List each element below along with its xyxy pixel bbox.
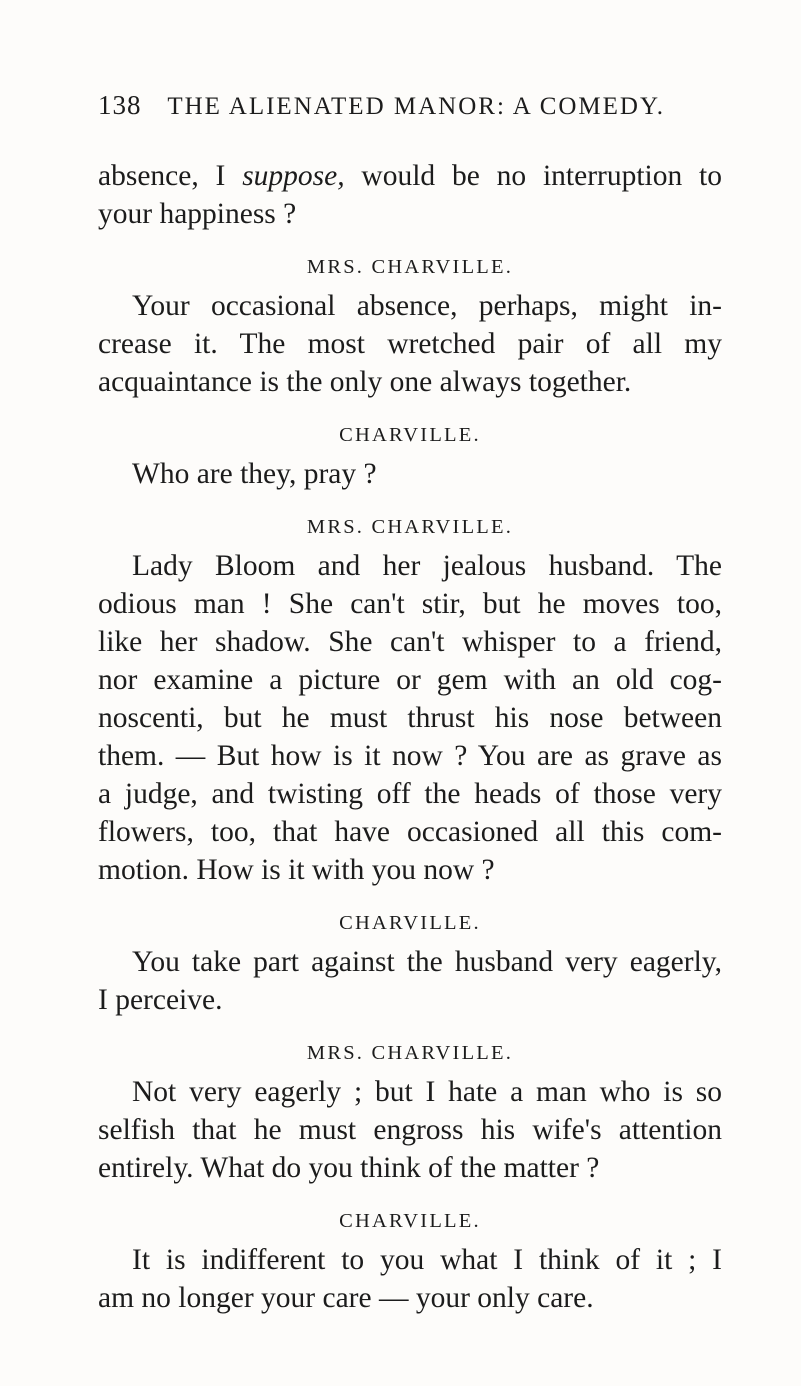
- text-line: nor examine a picture or gem with an old cog-: [98, 664, 722, 696]
- text-line: Lady Bloom and her jealous husband. The: [132, 550, 722, 582]
- dialogue-text: [98, 157, 722, 1317]
- line-text-after: would be no interruption to: [344, 160, 722, 192]
- text-line: them. — But how is it now ? You are as grave as: [98, 740, 722, 772]
- text-line: am no longer your care — your only care.: [98, 1282, 594, 1314]
- speech-paragraph: [98, 1073, 722, 1187]
- running-head-title: THE ALIENATED MANOR: A COMEDY.: [167, 93, 666, 120]
- text-line: noscenti, but he must thrust his nose between: [98, 702, 722, 734]
- line-text-before: absence, I: [98, 160, 243, 192]
- page-number: 138: [98, 90, 142, 120]
- speaker-name: CHARVILLE.: [339, 424, 481, 446]
- text-line: Who are they, pray ?: [132, 458, 377, 490]
- text-line: flowers, too, that have occasioned all this com-: [98, 816, 722, 848]
- text-line: your happiness ?: [98, 198, 297, 230]
- text-line: like her shadow. She can't whisper to a friend,: [98, 626, 722, 658]
- text-line: entirely. What do you think of the matter ?: [98, 1152, 600, 1184]
- text-line: Your occasional absence, perhaps, might in-: [132, 290, 722, 322]
- speaker-name: MRS. CHARVILLE.: [306, 256, 514, 278]
- speaker-name: MRS. CHARVILLE.: [306, 516, 514, 538]
- speech-paragraph: [98, 455, 722, 493]
- speaker-name: MRS. CHARVILLE.: [306, 1042, 514, 1064]
- text-line: Not very eagerly ; but I hate a man who is so: [132, 1076, 722, 1108]
- speech-paragraph: [98, 157, 722, 233]
- running-head: [98, 90, 738, 121]
- italic-word: suppose,: [242, 160, 345, 192]
- speaker-name: CHARVILLE.: [339, 1210, 481, 1232]
- speech-paragraph: [98, 943, 722, 1019]
- text-line: You take part against the husband very eagerly,: [132, 946, 722, 978]
- text-line: I perceive.: [98, 984, 223, 1016]
- text-line: crease it. The most wretched pair of all my: [98, 328, 722, 360]
- speaker-name: CHARVILLE.: [339, 912, 481, 934]
- speech-paragraph: [98, 1241, 722, 1317]
- text-line: odious man ! She can't stir, but he moves too,: [98, 588, 722, 620]
- text-line: motion. How is it with you now ?: [98, 854, 495, 886]
- text-line: acquaintance is the only one always together.: [98, 366, 632, 398]
- text-line: a judge, and twisting off the heads of those very: [98, 778, 722, 810]
- text-line: [98, 157, 722, 195]
- speech-paragraph: [98, 547, 722, 889]
- speech-paragraph: [98, 287, 722, 401]
- text-line: selfish that he must engross his wife's attention: [98, 1114, 722, 1146]
- text-line: It is indifferent to you what I think of it ; I: [132, 1244, 722, 1276]
